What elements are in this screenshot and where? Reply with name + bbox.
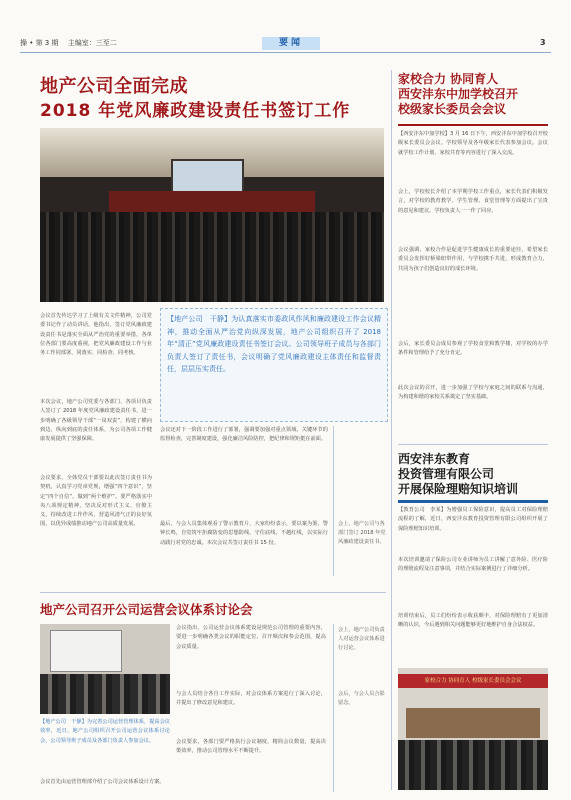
ops-lead: 【地产公司 干静】为完善公司运营管理体系，提高会议效率，近日，地产公司组织召开公司运营会议体系讨论会，公司领导班子成员及各部门负责人参加会议。 bbox=[40, 719, 170, 744]
main-col1-paragraph-3: 会议要求，全体党员干部要以此次签订责任书为契机，认真学习党章党规，增强“四个意识”，坚定“四个自信”，做到“两个维护”。要严格落实中央八项规定精神，坚决反对形式主义、官僚主义，持续改进工作作风，营造风清气正的良好氛围，以优异成绩推动地产公司高质量发展。 bbox=[40, 475, 152, 528]
insurance-title-line2: 投资管理有限公司 bbox=[398, 467, 495, 481]
school-meeting-photo bbox=[398, 668, 548, 790]
section-tag: 要闻 bbox=[262, 37, 320, 50]
ops-left-paragraph: 会议首先由运营管理部介绍了公司会议体系设计方案。 bbox=[40, 779, 165, 785]
ops-title: 地产公司召开公司运营会议体系讨论会 bbox=[40, 602, 253, 617]
school-title-line1: 家校合力 协同育人 bbox=[398, 72, 499, 86]
school-title-line3: 校级家长委员会会议 bbox=[398, 102, 507, 116]
insurance-title bbox=[398, 452, 548, 497]
ops-side-caption-1: 会上，地产公司负责人对运营会议体系进行讨论。 bbox=[338, 627, 385, 651]
lead-box bbox=[160, 308, 388, 422]
insurance-divider bbox=[398, 444, 548, 445]
ops-side-caption-2: 会后，与会人员合影留念。 bbox=[338, 691, 385, 706]
meeting-photo bbox=[40, 128, 384, 302]
main-title-line1: 地产公司全面完成 bbox=[40, 76, 188, 97]
ops-side-divider bbox=[333, 624, 334, 792]
school-paragraph-4: 会后，家长委员会成员参观了学校食堂和教学楼，对学校的办学条件和管理给予了充分肯定。 bbox=[398, 341, 548, 357]
main-col2-paragraph-1: 会议还对下一阶段工作进行了部署，强调要加强对重点领域、关键环节的监督检查，完善制度建设，强化廉洁风险防控，把纪律和规矩挺在前面。 bbox=[160, 427, 328, 443]
ops-paragraph-1: 会议指出，公司运营会议体系建设是规范公司管理的重要内容，要进一步明确各类会议的职能定位、召开频次和参会范围，提高会议质量。 bbox=[176, 625, 326, 650]
ops-paragraph-3: 会议要求，各部门要严格执行会议制度，精简会议数量，提高决策效率，推动公司管理水平不断提升。 bbox=[176, 739, 326, 755]
main-title-line2: 2018 年党风廉政建设责任书签订工作 bbox=[40, 101, 351, 121]
page-number: 3 bbox=[540, 38, 546, 47]
school-title bbox=[398, 72, 548, 117]
insurance-title-line1: 西安沣东教育 bbox=[398, 452, 471, 466]
ops-divider bbox=[40, 592, 386, 593]
main-side-caption: 会上，地产公司与各部门签订 2018 年党风廉政建设责任书。 bbox=[338, 521, 386, 545]
insurance-title-line3: 开展保险理赔知识培训 bbox=[398, 482, 519, 496]
school-title-line2: 西安沣东中加学校召开 bbox=[398, 87, 519, 101]
main-col1-paragraph-1: 会议首先传达学习了上级有关文件精神，公司党委书记作了动员讲话。他指出，签订党风廉政建设责任书是落实全面从严治党的重要举措，各单位各部门要高度重视，把党风廉政建设工作与业务工作同部署、同落实、同检查、同考核。 bbox=[40, 313, 152, 357]
header-rule bbox=[20, 52, 551, 53]
ops-meeting-photo bbox=[40, 624, 170, 714]
insurance-paragraph-1: 【教育公司 李某】为增强员工保险意识，提高员工对保险理赔流程的了解，近日，西安沣东教育投资管理有限公司组织开展了保险理赔知识培训。 bbox=[398, 507, 548, 532]
school-paragraph-5: 此次会议的召开，进一步加强了学校与家庭之间的联系与沟通，为构建和谐的家校关系奠定了坚实基础。 bbox=[398, 385, 548, 401]
ops-paragraph-2: 与会人员结合各自工作实际，对会议体系方案进行了深入讨论，并提出了修改意见和建议。 bbox=[176, 691, 326, 707]
insurance-title-rule bbox=[398, 500, 548, 503]
meeting-banner: 家校合力 协同育人 校级家长委员会会议 bbox=[398, 674, 548, 688]
main-col1-paragraph-2: 本次会议，地产公司党委与各部门、各项目负责人签订了 2018 年度党风廉政建设责任书，进一步明确了各级领导干部“一岗双责”，构建了横向到边、纵向到底的责任体系，为公司各项工作健康发展提供了坚强保障。 bbox=[40, 399, 152, 443]
school-paragraph-2: 会上，学校校长介绍了本学期学校工作重点，家长代表们积极发言，对学校的教育教学、学生管理、食堂管理等方面提出了宝贵的意见和建议。学校负责人一一作了回应。 bbox=[398, 189, 548, 214]
main-col2-paragraph-2: 最后，与会人员集体观看了警示教育片，大家纷纷表示，要以案为鉴、警钟长鸣，自觉筑牢拒腐防变的思想防线，守住底线、不越红线，以实际行动践行对党的忠诚。本次会议共签订责任书 15 份。 bbox=[160, 521, 328, 546]
insurance-paragraph-2: 本次培训邀请了保险公司专业讲师为员工讲解了意外险、医疗险的理赔流程及注意事项，并结合实际案例进行了详细分析。 bbox=[398, 557, 548, 573]
school-title-rule bbox=[398, 124, 548, 126]
issue-info: 操 • 第 3 期 主编室：三至二 bbox=[20, 39, 117, 47]
column-divider bbox=[391, 70, 392, 790]
insurance-paragraph-3: 培训结束后，员工们纷纷表示收获颇丰，对保险理赔有了更加清晰的认识，今后遇到相关问题能够更好地维护自身合法权益。 bbox=[398, 613, 548, 629]
school-paragraph-1: 【西安沣东中加学校】3 月 16 日下午，西安沣东中加学校召开校级家长委员会会议。学校领导及各年级家长代表参加会议。会议就学校工作计划、家校共育等内容进行了深入交流。 bbox=[398, 131, 548, 156]
lead-text: 【地产公司 干静】为认真落实市委政风作风和廉政建设工作会议精神，推动全面从严治党向纵深发展，地产公司组织召开了 2018 年“清正”党风廉政建设责任书签订会议。公司领导班子成员与各部门负责人签订了责任书，会议明确了党风廉政建设主体责任和监督责任，层层压实责任。 bbox=[167, 315, 381, 374]
school-paragraph-3: 会议强调，家校合作是促进学生健康成长的重要途径，希望家长委员会发挥好桥梁纽带作用，与学校携手共进，形成教育合力，共同为孩子们创造良好的成长环境。 bbox=[398, 247, 548, 272]
side-divider bbox=[333, 426, 334, 576]
